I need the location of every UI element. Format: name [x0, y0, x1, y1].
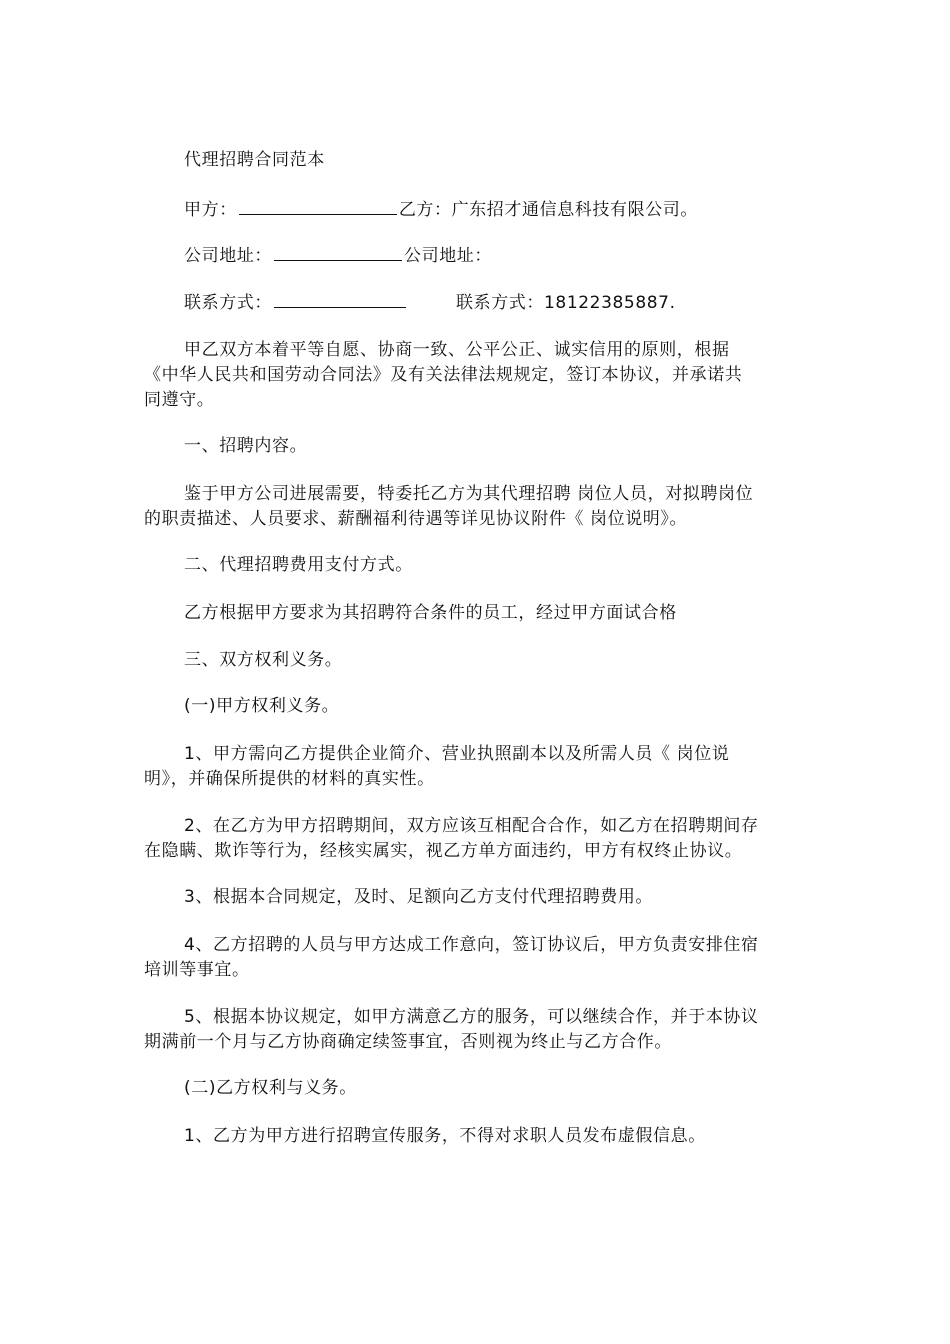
document-title: [144, 148, 808, 173]
section2-heading: 二、代理招聘费用支付方式。: [184, 555, 413, 575]
contact-line: [144, 290, 808, 316]
party-b-label: 乙方：广东招才通信息科技有限公司。: [398, 200, 699, 220]
address-b-label: 公司地址：: [404, 246, 492, 266]
party-line: [144, 197, 808, 223]
section2-paragraph: 乙方根据甲方要求为其招聘符合条件的员工，经过甲方面试合格: [184, 603, 677, 623]
intro-line: 同遵守。: [144, 390, 215, 410]
section1-heading: 一、招聘内容。: [184, 436, 308, 456]
contact-a-label: 联系方式：: [184, 293, 272, 313]
subsection2-heading: (二)乙方权利与义务。: [184, 1078, 357, 1098]
item1-paragraph: [144, 742, 808, 792]
address-line: [144, 243, 808, 269]
section3-heading: 三、双方权利义务。: [184, 650, 343, 670]
item5-line: 期满前一个月与乙方协商确定续签事宜，否则视为终止与乙方合作。: [144, 1032, 672, 1052]
item4-line: 培训等事宜。: [144, 960, 250, 980]
address-a-blank: [274, 243, 402, 261]
subsection1-heading: (一)甲方权利义务。: [184, 696, 340, 716]
section1-paragraph: [144, 482, 808, 532]
intro-paragraph: [144, 338, 808, 413]
section1-line: 的职责描述、人员要求、薪酬福利待遇等详见协议附件《 岗位说明》。: [144, 509, 688, 529]
item2-line: 在隐瞒、欺诈等行为，经核实属实，视乙方单方面违约，甲方有权终止协议。: [144, 841, 743, 861]
section1-line: 鉴于甲方公司进展需要，特委托乙方为其代理招聘 岗位人员，对拟聘岗位: [184, 484, 754, 504]
party-a-label: 甲方：: [184, 200, 237, 220]
contact-a-blank: [274, 290, 406, 308]
item1-line: 明》，并确保所提供的材料的真实性。: [144, 769, 435, 789]
item5-line: 5、根据本协议规定，如甲方满意乙方的服务，可以继续合作，并于本协议: [184, 1007, 759, 1027]
item3-paragraph: 3、根据本合同规定，及时、足额向乙方支付代理招聘费用。: [184, 887, 654, 907]
item1-line: 1、甲方需向乙方提供企业简介、营业执照副本以及所需人员《 岗位说: [184, 744, 730, 764]
sub2-item1-paragraph: 1、乙方为甲方进行招聘宣传服务，不得对求职人员发布虚假信息。: [184, 1126, 706, 1146]
address-a-label: 公司地址：: [184, 246, 272, 266]
title-text: 代理招聘合同范本: [184, 150, 325, 170]
item2-line: 2、在乙方为甲方招聘期间，双方应该互相配合合作，如乙方在招聘期间存: [184, 816, 759, 836]
intro-line: 《中华人民共和国劳动合同法》及有关法律法规规定，签订本协议，并承诺共: [144, 365, 743, 385]
item5-paragraph: [144, 1005, 808, 1055]
party-a-blank: [239, 197, 397, 215]
item4-line: 4、乙方招聘的人员与甲方达成工作意向，签订协议后，甲方负责安排住宿: [184, 935, 759, 955]
contact-b-label: 联系方式：18122385887.: [456, 293, 676, 313]
item2-paragraph: [144, 814, 808, 864]
intro-line: 甲乙双方本着平等自愿、协商一致、公平公正、诚实信用的原则，根据: [184, 340, 730, 360]
item4-paragraph: [144, 933, 808, 983]
